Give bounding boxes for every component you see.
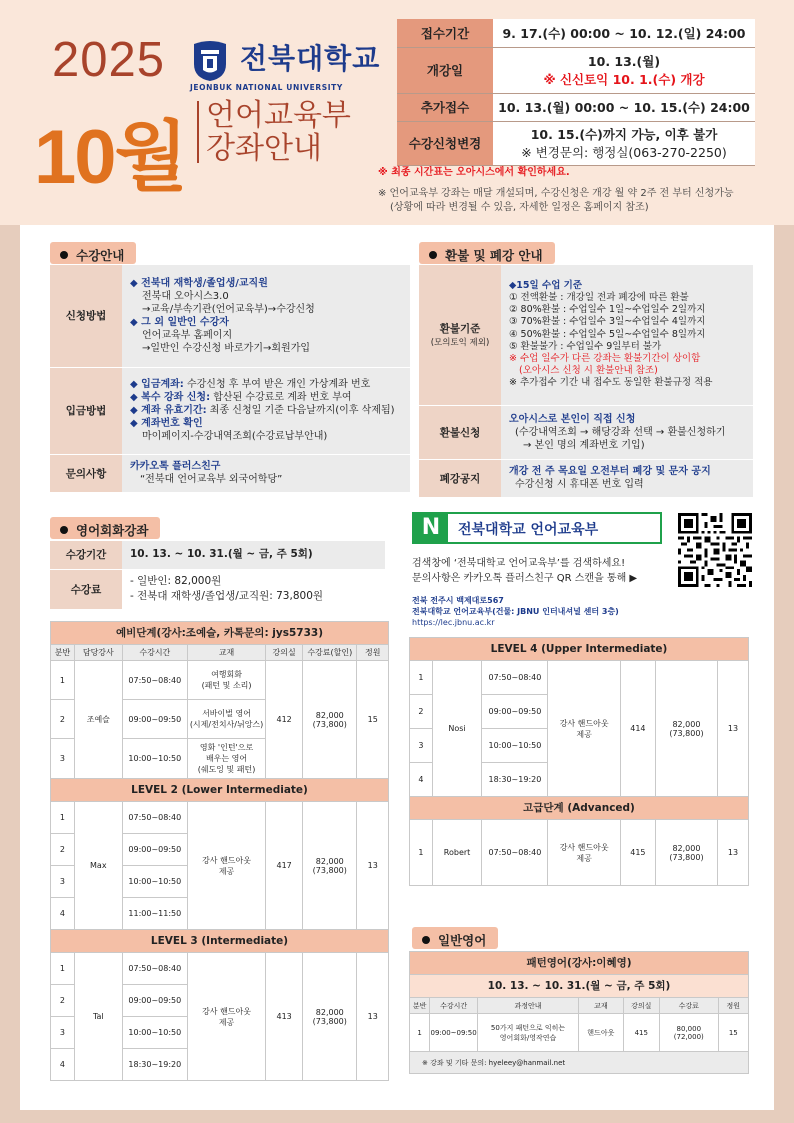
prelevel-table (50, 621, 389, 1081)
conv-key: 수강료 (50, 569, 122, 609)
schedule-key: 수강신청변경 (397, 121, 493, 165)
course-description: 50가지 패턴으로 익히는 영어회화/영작연습 (477, 1014, 578, 1052)
teacher: Nosi (432, 661, 482, 797)
general-contact-note: ※ 강좌 및 기타 문의: hyeleey@hanmail.net (410, 1052, 749, 1074)
contact-line: “전북대 언어교육부 외국어학당” (140, 474, 283, 485)
level4-table (409, 637, 749, 886)
class-number: 1 (51, 953, 75, 985)
bullet-icon (422, 936, 430, 944)
refund-key: 환불신청 (419, 405, 501, 459)
class-time: 10:00~10:50 (122, 1017, 187, 1049)
room: 415 (620, 820, 655, 886)
naver-search-term: 전북대학교 언어교육부 (458, 522, 599, 538)
class-number: 2 (51, 834, 75, 866)
payment-method (122, 367, 410, 454)
capacity: 13 (717, 820, 748, 886)
room: 413 (266, 953, 303, 1081)
class-time: 07:50~08:40 (482, 661, 548, 695)
naver-search-banner[interactable] (412, 512, 662, 544)
pay-line (130, 417, 402, 430)
capacity: 13 (717, 661, 748, 797)
class-number: 4 (51, 1049, 75, 1081)
apply-line: 전북대 오아시스3.0 (142, 290, 229, 302)
guide-key: 신청방법 (50, 265, 122, 367)
textbook: 강사 핸드아웃 제공 (548, 661, 620, 797)
capacity: 13 (357, 953, 389, 1081)
table-title: 패턴영어(강사:이혜영) (410, 952, 749, 975)
textbook: 핸드아웃 (579, 1014, 623, 1052)
class-number: 2 (410, 695, 433, 729)
schedule-key: 접수기간 (397, 19, 493, 47)
schedule-key: 개강일 (397, 47, 493, 93)
refund-apply (501, 405, 753, 459)
kakao-guide: 문의사항은 카카오톡 플러스친구 QR 스캔을 통해 ▶ (412, 573, 638, 584)
pay-line-label: ◆ 입금계좌: (130, 379, 184, 390)
apply-line: ◆ 전북대 재학생/졸업생/교직원 (130, 277, 268, 289)
fee-line: - 전북대 재학생/졸업생/교직원: 73,800원 (130, 590, 324, 602)
class-number: 2 (51, 985, 75, 1017)
col-header: 수강료 (659, 998, 718, 1014)
col-header: 정원 (718, 998, 748, 1014)
conv-period: 10. 13. ~ 10. 31.(월 ~ 금, 주 5회) (122, 541, 385, 569)
refund-line: ◆15일 수업 기준 (509, 279, 583, 291)
title-divider (197, 101, 199, 163)
table-title: LEVEL 4 (Upper Intermediate) (410, 638, 749, 661)
contact-line: 카카오톡 플러스친구 (130, 461, 221, 472)
col-header: 담당강사 (74, 645, 122, 661)
teacher: Max (74, 802, 122, 930)
section-header-guide (50, 242, 136, 264)
textbook: 강사 핸드아웃 제공 (187, 953, 265, 1081)
refund-apply-line: (수강내역조회 → 해당강좌 선택 → 환불신청하기 (515, 426, 726, 438)
teacher: Robert (432, 820, 482, 886)
textbook: 여행회화 (패턴 및 소리) (187, 661, 265, 700)
department-title-line2: 강좌안내 (206, 131, 322, 166)
fee-line: - 일반인: 82,000원 (130, 575, 222, 587)
section-header-conversation (50, 517, 160, 539)
refund-apply-line: → 본인 명의 계좌번호 기입) (523, 439, 645, 451)
schedule-key: 추가접수 (397, 93, 493, 121)
address-line: 전북 전주시 백제대로567 (412, 596, 504, 605)
refund-basis (501, 265, 753, 405)
class-time: 10:00~10:50 (122, 739, 187, 779)
pay-line: 마이페이지-수강내역조회(수강료납부안내) (142, 431, 328, 442)
class-number: 1 (410, 1014, 430, 1052)
cancellation-notice (501, 459, 753, 497)
apply-line: 언어교육부 홈페이지 (142, 329, 233, 341)
col-header: 수강시간 (122, 645, 187, 661)
class-number: 3 (51, 866, 75, 898)
apply-line: ◆ 그 외 일반인 수강자 (130, 316, 229, 328)
room: 417 (266, 802, 303, 930)
refund-basis-label: 환불기준 (439, 323, 481, 336)
room: 412 (266, 661, 303, 779)
col-header: 정원 (357, 645, 389, 661)
search-guide: 검색창에 ‘전북대학교 언어교육부’를 검색하세요! (412, 558, 626, 569)
table-title: 예비단계(강사:조예슬, 카톡문의: jys5733) (51, 622, 389, 645)
schedule-value: 10. 13.(월) 00:00 ~ 10. 15.(수) 24:00 (493, 93, 755, 121)
class-time: 07:50~08:40 (482, 820, 548, 886)
class-number: 4 (51, 898, 75, 930)
textbook: 영화 '인턴'으로 배우는 영어 (쉐도잉 및 패턴) (187, 739, 265, 779)
footer-bar (0, 1110, 794, 1123)
col-header: 수강료(할인) (303, 645, 357, 661)
class-time: 18:30~19:20 (482, 763, 548, 797)
table-title: 고급단계 (Advanced) (410, 797, 749, 820)
class-time: 09:00~09:50 (482, 695, 548, 729)
refund-line: ③ 70%환불 : 수업일수 3일~수업일수 4일까지 (509, 316, 706, 328)
refund-line: ⑤ 환불불가 : 수업일수 9일부터 불가 (509, 340, 662, 352)
col-header: 분반 (410, 998, 430, 1014)
col-header: 분반 (51, 645, 75, 661)
header-notes (378, 187, 778, 215)
room: 415 (623, 1014, 659, 1052)
pay-line (130, 378, 402, 391)
refund-table (419, 265, 753, 498)
cancel-line: 개강 전 주 목요일 오전부터 폐강 및 문자 공지 (509, 466, 711, 477)
website-link[interactable]: https://lec.jbnu.ac.kr (412, 618, 495, 627)
schedule-value: 9. 17.(수) 00:00 ~ 10. 12.(일) 24:00 (493, 19, 755, 47)
class-number: 4 (410, 763, 433, 797)
change-contact: ※ 변경문의: 행정실(063-270-2250) (521, 145, 727, 160)
class-time: 18:30~19:20 (122, 1049, 187, 1081)
class-time: 09:00~09:50 (122, 834, 187, 866)
conv-fee (122, 569, 385, 609)
capacity: 15 (718, 1014, 748, 1052)
schedule-table (397, 19, 755, 166)
class-time: 07:50~08:40 (122, 802, 187, 834)
refund-line: ④ 50%환불 : 수업일수 5일~수업일수 8일까지 (509, 328, 706, 340)
class-number: 3 (51, 1017, 75, 1049)
kakao-qr-code-icon[interactable] (678, 513, 752, 587)
refund-key (419, 265, 501, 405)
room: 414 (620, 661, 655, 797)
timetable-note: ※ 최종 시간표는 오아시스에서 확인하세요. (378, 167, 570, 178)
change-deadline: 10. 15.(수)까지 가능, 이후 불가 (530, 127, 718, 142)
conversation-info-table (50, 541, 385, 610)
address-block (412, 595, 619, 628)
apply-line: →교육/부속기관(언어교육부)→수강신청 (142, 303, 315, 315)
refund-warning: ※ 수업 일수가 다른 강좌는 환불기간이 상이함 (509, 353, 701, 365)
teacher: Tal (74, 953, 122, 1081)
schedule-value (493, 47, 755, 93)
fee: 80,000 (72,000) (659, 1014, 718, 1052)
refund-line: ① 전액환불 : 개강일 전과 폐강에 따른 환불 (509, 292, 689, 304)
class-number: 1 (51, 661, 75, 700)
apply-method (122, 265, 410, 367)
refund-line: ② 80%환불 : 수업일수 1일~수업일수 2일까지 (509, 304, 706, 316)
fee: 82,000 (73,800) (303, 802, 357, 930)
section-header-general (412, 927, 498, 949)
university-name: 전북대학교 (240, 42, 381, 75)
textbook: 서바이벌 영어 (시제/전치사/뉘앙스) (187, 700, 265, 739)
col-header: 수강시간 (430, 998, 478, 1014)
toeic-opening-note: ※ 신신토익 10. 1.(수) 개강 (543, 72, 705, 87)
refund-warning: (오아시스 신청 시 환불안내 참조) (519, 365, 658, 377)
guide-key: 문의사항 (50, 454, 122, 492)
fee: 82,000 (73,800) (303, 661, 357, 779)
col-header: 과정안내 (477, 998, 578, 1014)
pay-line-label: ◆ 계좌번호 확인 (130, 418, 203, 429)
section-header-refund (419, 242, 555, 264)
section-title: 영어회화강좌 (76, 523, 149, 538)
class-number: 1 (410, 661, 433, 695)
university-name-en: JEONBUK NATIONAL UNIVERSITY (190, 83, 343, 92)
year: 2025 (52, 33, 166, 87)
header-note-2: (상황에 따라 변경될 수 있음, 자세한 일정은 홈페이지 참조) (390, 202, 649, 213)
col-header: 교재 (187, 645, 265, 661)
apply-line: →일반인 수강신청 바로가기→회원가입 (142, 342, 311, 354)
pay-line (130, 391, 402, 404)
refund-key: 폐강공지 (419, 459, 501, 497)
class-time: 09:00~09:50 (430, 1014, 478, 1052)
general-english-table (409, 951, 749, 1074)
textbook: 강사 핸드아웃 제공 (187, 802, 265, 930)
opening-date: 10. 13.(월) (587, 54, 661, 69)
class-number: 1 (51, 802, 75, 834)
refund-basis-sub: (모의토익 제외) (430, 338, 490, 349)
fee: 82,000 (73,800) (655, 820, 717, 886)
class-time: 10:00~10:50 (122, 866, 187, 898)
pay-line (130, 404, 402, 417)
university-emblem-icon (190, 40, 230, 82)
conv-key: 수강기간 (50, 541, 122, 569)
class-time: 09:00~09:50 (122, 985, 187, 1017)
class-time: 07:50~08:40 (122, 661, 187, 700)
department-title-line1: 언어교육부 (206, 98, 351, 133)
col-header: 교재 (579, 998, 623, 1014)
class-number: 1 (410, 820, 433, 886)
class-number: 3 (410, 729, 433, 763)
table-title: LEVEL 3 (Intermediate) (51, 930, 389, 953)
fee: 82,000 (73,800) (303, 953, 357, 1081)
naver-logo-icon: N (414, 514, 448, 542)
col-header: 강의실 (623, 998, 659, 1014)
bullet-icon (429, 251, 437, 259)
contact-info (122, 454, 410, 492)
section-title: 일반영어 (438, 933, 487, 948)
class-time: 11:00~11:50 (122, 898, 187, 930)
guide-key: 입금방법 (50, 367, 122, 454)
class-time: 09:00~09:50 (122, 700, 187, 739)
col-header: 강의실 (266, 645, 303, 661)
class-number: 2 (51, 700, 75, 739)
guide-table (50, 265, 410, 493)
bullet-icon (60, 251, 68, 259)
class-number: 3 (51, 739, 75, 779)
teacher: 조예슬 (74, 661, 122, 779)
bullet-icon (60, 526, 68, 534)
schedule-value (493, 121, 755, 165)
textbook: 강사 핸드아웃 제공 (548, 820, 620, 886)
department-title (206, 99, 351, 165)
pay-line-text: 합산된 수강료로 계좌 번호 부여 (210, 392, 352, 403)
pay-line-label: ◆ 복수 강좌 신청: (130, 392, 211, 403)
general-period: 10. 13. ~ 10. 31.(월 ~ 금, 주 5회) (410, 975, 749, 998)
header-note-1: ※ 언어교육부 강좌는 매달 개설되며, 수강신청은 개강 월 약 2주 전 부터 신청가능 (378, 188, 734, 199)
section-title: 환불 및 폐강 안내 (445, 248, 543, 263)
naver-instructions (412, 556, 637, 586)
capacity: 13 (357, 802, 389, 930)
refund-apply-line: 오아시스로 본인이 직접 신청 (509, 413, 636, 425)
pay-line-label: ◆ 계좌 유효기간: (130, 405, 207, 416)
capacity: 15 (357, 661, 389, 779)
cancel-line: 수강신청 시 휴대폰 번호 입력 (515, 479, 644, 490)
pay-line-text: 수강신청 후 부여 받은 개인 가상계좌 번호 (183, 379, 371, 390)
refund-line: ※ 추가접수 기간 내 접수도 동일한 환불규정 적용 (509, 377, 713, 389)
month: 10월 (34, 115, 186, 200)
table-title: LEVEL 2 (Lower Intermediate) (51, 779, 389, 802)
section-title: 수강안내 (76, 248, 125, 263)
class-time: 10:00~10:50 (482, 729, 548, 763)
pay-line-text: 최종 신청일 기준 다음날까지(이후 삭제됨) (206, 405, 395, 416)
class-time: 07:50~08:40 (122, 953, 187, 985)
address-line: 전북대학교 언어교육부(건물: JBNU 인터내셔널 센터 3층) (412, 607, 619, 616)
fee: 82,000 (73,800) (655, 661, 717, 797)
